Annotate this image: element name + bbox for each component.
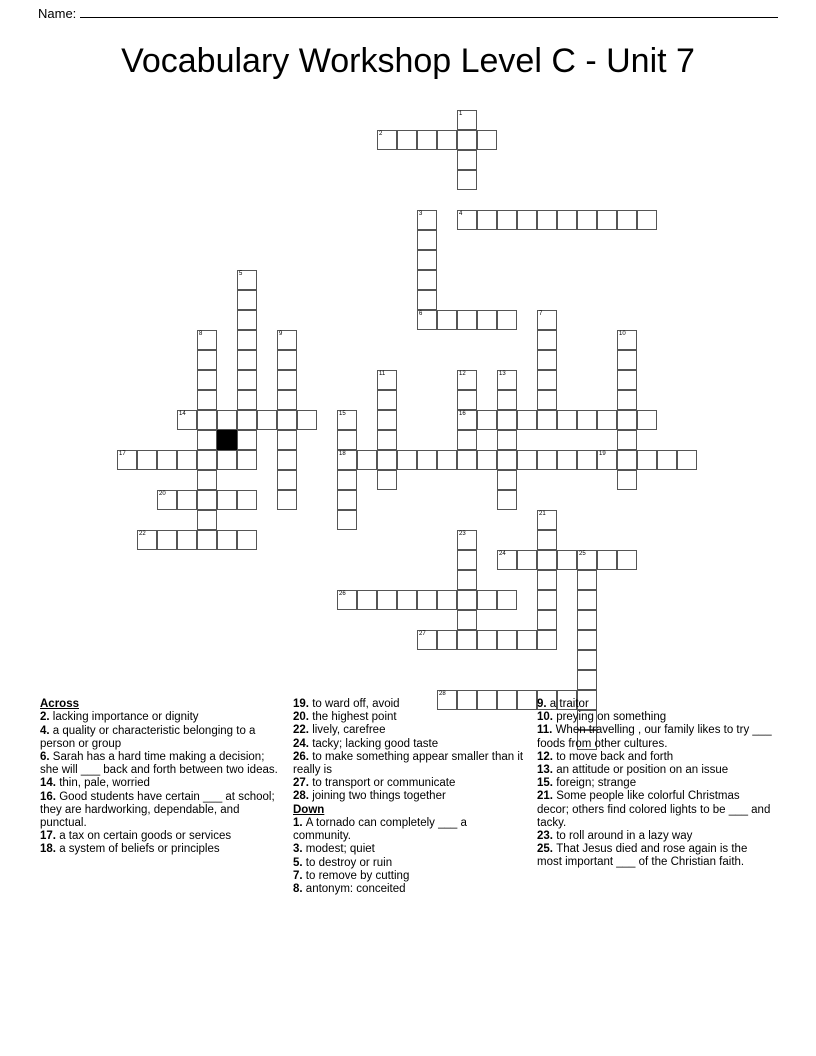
grid-cell[interactable] [337,430,357,450]
clue-text: a traitor [549,698,589,710]
grid-cell[interactable] [577,590,597,610]
clue-across-19 [293,698,526,711]
grid-cell[interactable] [437,130,457,150]
grid-cell[interactable] [517,450,537,470]
clue-number: 22. [293,724,313,737]
grid-cell[interactable] [517,630,537,650]
grid-cell[interactable] [517,410,537,430]
clue-down-21 [537,790,774,830]
clue-text: a system of beliefs or principles [59,843,220,856]
grid-cell[interactable] [457,610,477,630]
grid-cell[interactable] [617,210,637,230]
name-label: Name: [38,6,77,21]
grid-cell[interactable] [497,310,517,330]
grid-cell[interactable] [197,490,217,510]
grid-cell[interactable] [477,310,497,330]
grid-cell[interactable] [157,490,177,510]
grid-cell[interactable] [337,490,357,510]
grid-cell[interactable] [637,450,657,470]
clue-number: 28. [293,790,313,803]
clue-across-27 [293,777,526,790]
grid-cell[interactable] [197,330,217,350]
grid-cell[interactable] [277,410,297,430]
grid-cell[interactable] [457,630,477,650]
grid-cell-number: 15 [339,411,346,417]
grid-cell-number: 2 [379,131,383,137]
grid-cell[interactable] [597,410,617,430]
grid-cell-number: 11 [379,371,386,377]
clue-text: to ward off, avoid [312,698,400,710]
grid-cell[interactable] [457,210,477,230]
clue-number: 24. [293,737,313,750]
grid-cell[interactable] [357,450,377,470]
grid-cell[interactable] [337,450,357,470]
clue-number: 17. [40,830,60,843]
grid-cell[interactable] [537,370,557,390]
grid-cell[interactable] [637,410,657,430]
grid-cell[interactable] [577,450,597,470]
grid-cell[interactable] [557,550,577,570]
grid-cell[interactable] [237,350,257,370]
grid-cell[interactable] [457,430,477,450]
grid-cell[interactable] [537,210,557,230]
grid-cell[interactable] [457,570,477,590]
grid-cell[interactable] [617,410,637,430]
grid-cell[interactable] [537,590,557,610]
grid-cell[interactable] [537,390,557,410]
grid-cell[interactable] [477,210,497,230]
clue-text: a quality or characteristic belonging to a person or group [40,724,256,750]
grid-cell[interactable] [497,550,517,570]
grid-cell[interactable] [577,550,597,570]
grid-cell[interactable] [197,370,217,390]
grid-cell[interactable] [237,530,257,550]
grid-cell[interactable] [337,410,357,430]
grid-cell[interactable] [617,470,637,490]
grid-cell[interactable] [197,410,217,430]
clue-across-26 [293,751,526,777]
grid-cell[interactable] [417,630,437,650]
clue-text: foreign; strange [556,777,637,790]
clue-text: to move back and forth [556,750,674,763]
clue-text: to make something appear smaller than it really is [293,750,524,777]
clue-down-1 [293,817,526,843]
grid-cell[interactable] [617,430,637,450]
clue-number: 20. [293,711,313,724]
clue-text: That Jesus died and rose again is the most important ___ of the Christian faith. [537,843,748,869]
grid-cell-number: 18 [339,451,346,457]
clue-column-1 [40,698,288,857]
grid-cell[interactable] [237,450,257,470]
grid-cell[interactable] [217,410,237,430]
grid-cell[interactable] [277,370,297,390]
clue-column-3 [536,698,784,870]
grid-cell-number: 14 [179,411,186,417]
clue-number: 5. [293,856,306,869]
grid-cell[interactable] [237,490,257,510]
grid-cell[interactable] [377,390,397,410]
clue-across-28 [293,790,526,803]
grid-cell[interactable] [177,410,197,430]
grid-cell[interactable] [417,310,437,330]
grid-cell[interactable] [537,510,557,530]
grid-cell-number: 10 [619,331,626,337]
grid-cell[interactable] [537,630,557,650]
grid-cell[interactable] [497,590,517,610]
grid-cell[interactable] [377,130,397,150]
clue-across-2 [40,711,278,724]
grid-cell[interactable] [617,330,637,350]
grid-cell[interactable] [117,450,137,470]
grid-cell-number: 27 [419,631,426,637]
grid-cell[interactable] [577,410,597,430]
clue-text: the highest point [312,711,397,724]
clue-down-11 [537,724,774,750]
grid-cell[interactable] [457,370,477,390]
grid-cell[interactable] [657,450,677,470]
grid-cell[interactable] [137,530,157,550]
grid-cell[interactable] [557,210,577,230]
clue-number: 14. [40,777,60,790]
grid-cell[interactable] [497,210,517,230]
clue-number: 3. [293,843,306,856]
grid-cell[interactable] [377,370,397,390]
grid-cell-number: 3 [419,211,423,217]
grid-cell-number: 7 [539,311,543,317]
grid-cell-number: 28 [439,691,446,697]
grid-cell[interactable] [497,430,517,450]
grid-cell[interactable] [337,510,357,530]
grid-cell-number: 23 [459,531,466,537]
grid-cell[interactable] [177,490,197,510]
clue-down-25 [537,843,774,869]
grid-cell[interactable] [377,450,397,470]
clue-text: Good students have certain ___ at school; they are hardworking, dependable, and punctual. [40,790,275,830]
grid-cell[interactable] [417,130,437,150]
grid-cell[interactable] [677,450,697,470]
grid-cell[interactable] [497,370,517,390]
clue-number: 27. [293,777,313,790]
grid-cell[interactable] [197,390,217,410]
grid-cell[interactable] [617,450,637,470]
grid-cell-number: 1 [459,111,463,117]
grid-cell[interactable] [457,390,477,410]
grid-cell[interactable] [277,470,297,490]
clue-number: 16. [40,790,60,803]
grid-cell[interactable] [417,590,437,610]
grid-cell[interactable] [457,450,477,470]
clue-down-7 [293,870,526,883]
clue-number: 21. [537,790,557,803]
grid-cell[interactable] [277,430,297,450]
clue-text: to transport or communicate [312,777,456,790]
grid-cell[interactable] [237,310,257,330]
grid-cell-number: 24 [499,551,506,557]
grid-cell[interactable] [517,550,537,570]
grid-cell[interactable] [217,490,237,510]
grid-cell[interactable] [477,130,497,150]
clue-down-12 [537,751,774,764]
grid-cell[interactable] [457,130,477,150]
grid-cell[interactable] [457,530,477,550]
grid-block-cell [217,430,237,450]
grid-cell-number: 9 [279,331,283,337]
clue-text: lacking importance or dignity [52,711,199,724]
grid-cell[interactable] [277,390,297,410]
grid-cell[interactable] [177,530,197,550]
grid-cell[interactable] [217,530,237,550]
grid-cell[interactable] [537,570,557,590]
grid-cell[interactable] [637,210,657,230]
clue-text: A tornado can completely ___ a community. [293,817,467,843]
grid-cell[interactable] [457,590,477,610]
grid-cell[interactable] [577,630,597,650]
grid-cell[interactable] [157,450,177,470]
grid-cell[interactable] [277,350,297,370]
clue-across-22 [293,724,526,737]
grid-cell[interactable] [497,470,517,490]
grid-cell[interactable] [457,170,477,190]
grid-cell[interactable] [157,530,177,550]
grid-cell[interactable] [577,570,597,590]
grid-cell[interactable] [497,630,517,650]
grid-cell[interactable] [597,450,617,470]
grid-cell[interactable] [397,130,417,150]
grid-cell[interactable] [377,430,397,450]
clue-text: Some people like colorful Christmas decor; others find colored lights to be ___ and tacky. [537,790,771,829]
grid-cell-number: 20 [159,491,166,497]
clue-text: joining two things together [312,790,446,803]
grid-cell-number: 8 [199,331,203,337]
grid-cell[interactable] [537,610,557,630]
clue-text: lively, carefree [312,724,386,737]
grid-cell-number: 13 [499,371,506,377]
clue-list [40,698,784,896]
grid-cell[interactable] [197,450,217,470]
grid-cell-number: 4 [459,211,463,217]
grid-cell[interactable] [257,410,277,430]
clue-text: Sarah has a hard time making a decision; she will ___ back and forth between two ideas. [40,751,278,777]
grid-cell[interactable] [497,450,517,470]
grid-cell[interactable] [537,450,557,470]
grid-cell[interactable] [457,310,477,330]
grid-cell[interactable] [197,470,217,490]
grid-cell[interactable] [477,410,497,430]
grid-cell[interactable] [217,450,237,470]
clue-down-3 [293,843,526,856]
clue-number: 4. [40,724,53,737]
grid-cell[interactable] [457,550,477,570]
grid-cell[interactable] [277,450,297,470]
across-heading: Across [40,698,79,710]
grid-cell[interactable] [237,370,257,390]
clue-text: tacky; lacking good taste [312,737,439,750]
clue-down-8 [293,883,526,896]
grid-cell[interactable] [357,590,377,610]
clue-across-17 [40,830,278,843]
grid-cell[interactable] [277,490,297,510]
grid-cell[interactable] [417,230,437,250]
grid-cell[interactable] [617,370,637,390]
grid-cell[interactable] [197,350,217,370]
grid-cell[interactable] [537,550,557,570]
clue-text: antonym: conceited [305,883,406,896]
clue-number: 18. [40,843,60,856]
clue-down-9 [537,698,774,711]
clue-across-14 [40,777,278,790]
grid-cell[interactable] [457,150,477,170]
grid-cell[interactable] [437,310,457,330]
clue-text: thin, pale, worried [59,777,150,790]
page-title: Vocabulary Workshop Level C - Unit 7 [121,42,695,80]
grid-cell[interactable] [237,270,257,290]
grid-cell-number: 6 [419,311,423,317]
clue-down-13 [537,764,774,777]
grid-cell-number: 21 [539,511,546,517]
clue-number: 26. [293,750,313,763]
grid-cell[interactable] [497,390,517,410]
grid-cell[interactable] [517,210,537,230]
clue-column-2 [288,698,536,896]
grid-cell[interactable] [237,290,257,310]
grid-cell[interactable] [297,410,317,430]
grid-cell[interactable] [377,590,397,610]
grid-cell[interactable] [477,450,497,470]
clue-across-20 [293,711,526,724]
grid-cell[interactable] [437,630,457,650]
clue-number: 19. [293,698,313,710]
clue-text: When travelling , our family likes to try ___ foods from other cultures. [537,724,772,750]
grid-cell[interactable] [537,410,557,430]
grid-cell[interactable] [417,450,437,470]
grid-cell[interactable] [237,330,257,350]
clue-number: 11. [537,724,556,737]
clue-number: 1. [293,817,306,830]
grid-cell[interactable] [537,310,557,330]
grid-cell-number: 26 [339,591,346,597]
grid-cell[interactable] [437,590,457,610]
grid-cell[interactable] [377,410,397,430]
grid-cell[interactable] [457,110,477,130]
grid-cell[interactable] [497,410,517,430]
grid-cell[interactable] [617,390,637,410]
grid-cell[interactable] [237,430,257,450]
grid-cell[interactable] [577,670,597,690]
clue-text: a tax on certain goods or services [59,830,232,843]
grid-cell[interactable] [577,650,597,670]
grid-cell[interactable] [477,630,497,650]
grid-cell[interactable] [537,330,557,350]
grid-cell[interactable] [617,550,637,570]
clue-text: an attitude or position on an issue [556,764,729,777]
grid-cell[interactable] [417,210,437,230]
grid-cell[interactable] [497,490,517,510]
clue-text: to remove by cutting [305,869,410,882]
grid-cell[interactable] [557,410,577,430]
grid-cell[interactable] [377,470,397,490]
grid-cell-number: 19 [599,451,606,457]
clue-down-5 [293,857,526,870]
clue-text: to destroy or ruin [305,856,393,869]
clue-text: to roll around in a lazy way [556,830,693,843]
grid-cell[interactable] [537,530,557,550]
clue-text: preying on something [556,711,667,724]
grid-cell[interactable] [237,410,257,430]
grid-cell[interactable] [197,430,217,450]
clue-number: 9. [537,698,550,710]
grid-cell[interactable] [397,590,417,610]
grid-cell[interactable] [337,470,357,490]
clue-number: 13. [537,764,557,777]
grid-cell-number: 17 [119,451,126,457]
grid-cell[interactable] [457,410,477,430]
grid-cell[interactable] [197,530,217,550]
grid-cell[interactable] [417,270,437,290]
grid-cell-number: 25 [579,551,586,557]
clue-across-16 [40,791,278,831]
grid-cell[interactable] [417,250,437,270]
grid-cell[interactable] [277,330,297,350]
grid-cell[interactable] [237,390,257,410]
clue-down-23 [537,830,774,843]
down-heading: Down [293,803,325,816]
grid-cell[interactable] [577,210,597,230]
grid-cell[interactable] [397,450,417,470]
clue-text: modest; quiet [305,843,375,856]
clue-number: 7. [293,869,306,882]
clue-down-15 [537,777,774,790]
clue-number: 23. [537,830,557,843]
clue-across-24 [293,738,526,751]
grid-cell[interactable] [177,450,197,470]
clue-across-6 [40,751,278,777]
grid-cell-number: 12 [459,371,466,377]
grid-cell[interactable] [617,350,637,370]
grid-cell[interactable] [197,510,217,530]
grid-cell[interactable] [417,290,437,310]
grid-cell[interactable] [557,450,577,470]
grid-cell[interactable] [337,590,357,610]
grid-cell[interactable] [577,610,597,630]
clue-number: 25. [537,843,557,856]
clue-number: 8. [293,883,306,896]
grid-cell[interactable] [537,350,557,370]
grid-cell-number: 22 [139,531,146,537]
clue-number: 15. [537,777,557,790]
grid-cell[interactable] [597,210,617,230]
clue-number: 12. [537,750,557,763]
grid-cell[interactable] [597,550,617,570]
clue-number: 10. [537,711,557,724]
clue-across-4 [40,725,278,751]
clue-number: 6. [40,751,53,764]
grid-cell-number: 16 [459,411,466,417]
grid-cell[interactable] [477,590,497,610]
clue-down-10 [537,711,774,724]
clue-across-18 [40,843,278,856]
grid-cell-number: 5 [239,271,243,277]
grid-cell[interactable] [437,450,457,470]
grid-cell[interactable] [137,450,157,470]
clue-number: 2. [40,711,53,724]
